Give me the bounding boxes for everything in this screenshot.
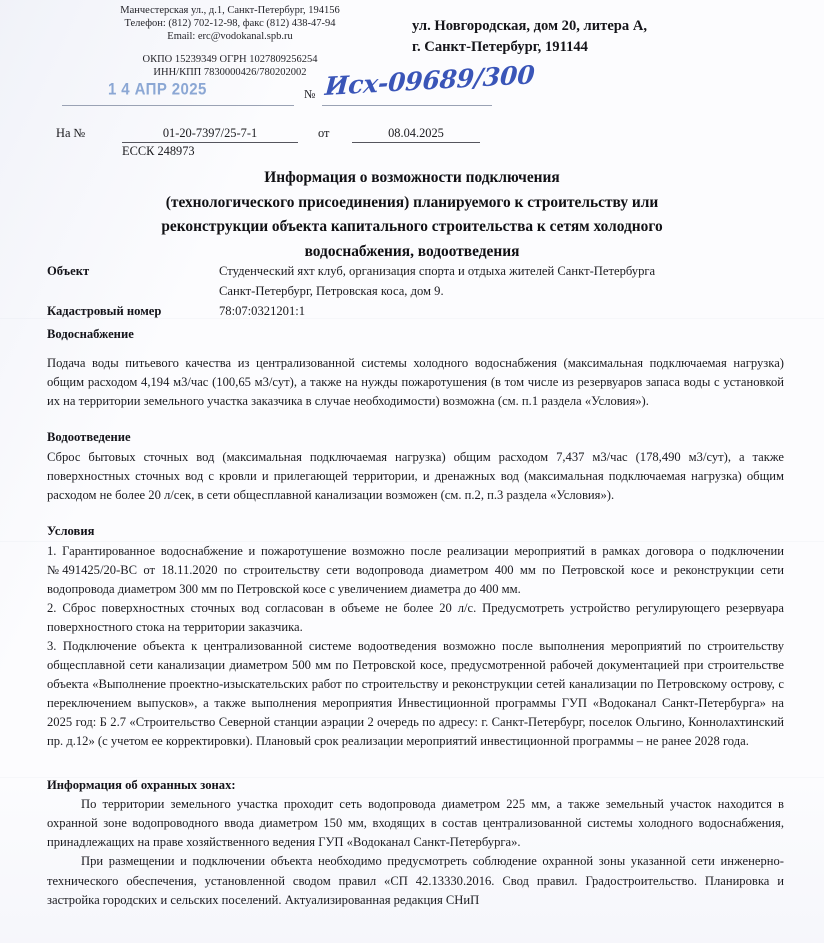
- letterhead-inn-kpp-line: ИНН/КПП 7830000426/780202002: [153, 67, 307, 79]
- recipient-address-block: [412, 16, 812, 58]
- cadastral-field-value: 78:07:0321201:1: [219, 303, 306, 318]
- protection-zones-paragraph-2: При размещении и подключении объекта необходимо предусмотреть соблюдение охранной зоны указанной сети инженерно-технического обеспечения, установленной сводом правил «СП 42.13330.2016. Свод правил. Градостроительство. Планировка и застройка городских и сельских поселений. Актуализированная редакция СНиП: [47, 854, 784, 907]
- document-title-line-1: Информация о возможности подключения: [264, 169, 560, 186]
- cadastral-field-row: [47, 302, 784, 322]
- number-rule: [322, 105, 492, 106]
- handwritten-outgoing-number: Исх-09689/300: [324, 60, 536, 101]
- cadastral-field-label: Кадастровый номер: [47, 303, 162, 318]
- section-heading-water-supply: Водоснабжение: [47, 327, 134, 342]
- document-body: [47, 262, 784, 910]
- conditions-item-2: 2. Сброс поверхностных сточных вод согласован в объеме не более 20 л/с. Предусмотреть устройство регулирующего резервуара поверхностного стока на территории заказчика.: [47, 600, 784, 634]
- letterhead-okpo-ogrn-line: ОКПО 15239349 ОГРН 1027809256254: [142, 53, 318, 65]
- incoming-number-value: 01-20-7397/25-7-1: [122, 126, 298, 143]
- letterhead-phone-line: Телефон: (812) 702-12-98, факс (812) 438-47-94: [124, 18, 336, 30]
- object-field-value-line-2: Санкт-Петербург, Петровская коса, дом 9.: [219, 283, 444, 298]
- date-stamp: 1 4 АПР 2025: [108, 80, 207, 100]
- conditions-item-3: 3. Подключение объекта к централизованной системе водоотведения возможно после выполнения мероприятий по строительству общесплавной сети канализации диаметром 500 мм по Петровской косе, предусмотренной рабочей документацией при строительстве объекта «Выполнение проектно-изыскательских работ по строительству и реконструкции сетей канализации по Петровскому острову, с переключением выпусков», а также выполнения мероприятия Инвестиционной программы ГУП «Водоканал Санкт-Петербурга» на 2025 год: Б 2.7 «Строительство Северной станции аэрации 2 очередь по адресу: г. Санкт-Петербург, поселок Ольгино, Коннолахтинский пр. д.12» (с учетом ее корректировки). Плановый срок реализации мероприятий инвестиционной программы – не ранее 2028 года.: [47, 639, 784, 749]
- recipient-address-line-1: ул. Новгородская, дом 20, литера А,: [412, 18, 648, 34]
- letterhead-block: [56, 4, 404, 79]
- section-text-water-supply: Подача воды питьевого качества из централизованной системы холодного водоснабжения (максимальная подключаемая нагрузка) общим расходом 4,194 м3/час (100,65 м3/сут), а также на нужды пожаротушения (в том числе из резервуаров запаса воды с установкой их на территории земельного участка заказчика в случае необходимости) возможна (см. п.1 раздела «Условия»).: [47, 355, 784, 408]
- document-title-line-2: (технологического присоединения) планируемого к строительству или: [165, 193, 659, 211]
- incoming-date-label: от: [318, 126, 330, 140]
- document-title: [80, 166, 744, 264]
- document-title-line-4: водоснабжения, водоотведения: [304, 242, 520, 260]
- incoming-date-value: 08.04.2025: [352, 126, 480, 143]
- object-field-label: Объект: [47, 264, 90, 278]
- recipient-address-line-2: г. Санкт-Петербург, 191144: [412, 39, 588, 55]
- letterhead-address-line: Манчестерская ул., д.1, Санкт-Петербург, 194156: [120, 5, 340, 16]
- letterhead-email-line: Email: erc@vodokanal.spb.ru: [167, 31, 293, 43]
- object-field-row: [47, 262, 784, 302]
- section-heading-protection-zones: Информация об охранных зонах:: [47, 777, 236, 792]
- object-field-value-line-1: Студенческий яхт клуб, организация спорта и отдыха жителей Санкт-Петербурга: [219, 264, 656, 278]
- conditions-item-1: 1. Гарантированное водоснабжение и пожаротушение возможно после реализации мероприятий в рамках договора о подключении №491425/20-ВС от 18.11.2020 по строительству сети водопровода диаметром 400 мм по Петровской косе и реконструкции сети водопровода диаметром 300 мм по Петровской косе с увеличением диаметра до 400 мм.: [47, 543, 784, 596]
- section-heading-conditions: Условия: [47, 523, 95, 538]
- incoming-number-label: На №: [56, 126, 86, 140]
- number-label: №: [304, 87, 316, 101]
- section-heading-water-disposal: Водоотведение: [47, 430, 131, 445]
- object-field-value: [219, 262, 784, 302]
- protection-zones-paragraph-1: По территории земельного участка проходит сеть водопровода диаметром 225 мм, а также земельный участок находится в охранной зоне водопроводного ввода диаметром 150 мм, входящих в состав централизованной системы холодного водоснабжения, принадлежащих на праве хозяйственного ведения ГУП «Водоканал Санкт-Петербурга».: [47, 797, 784, 850]
- essk-number: ЕССК 248973: [122, 144, 195, 158]
- date-rule: [62, 105, 294, 106]
- document-title-line-3: реконструкции объекта капитального строительства к сетям холодного: [161, 218, 663, 236]
- section-text-water-disposal: Сброс бытовых сточных вод (максимальная подключаемая нагрузка) общим расходом 7,437 м3/час (178,490 м3/сут), а также поверхностных сточных вод с кровли и прилегающей территории, и дренажных вод (максимальная подключаемая нагрузка) общим расходом не более 20 л/сек, в сети общесплавной канализации возможен (см. п.2, п.3 раздела «Условия»).: [47, 449, 784, 502]
